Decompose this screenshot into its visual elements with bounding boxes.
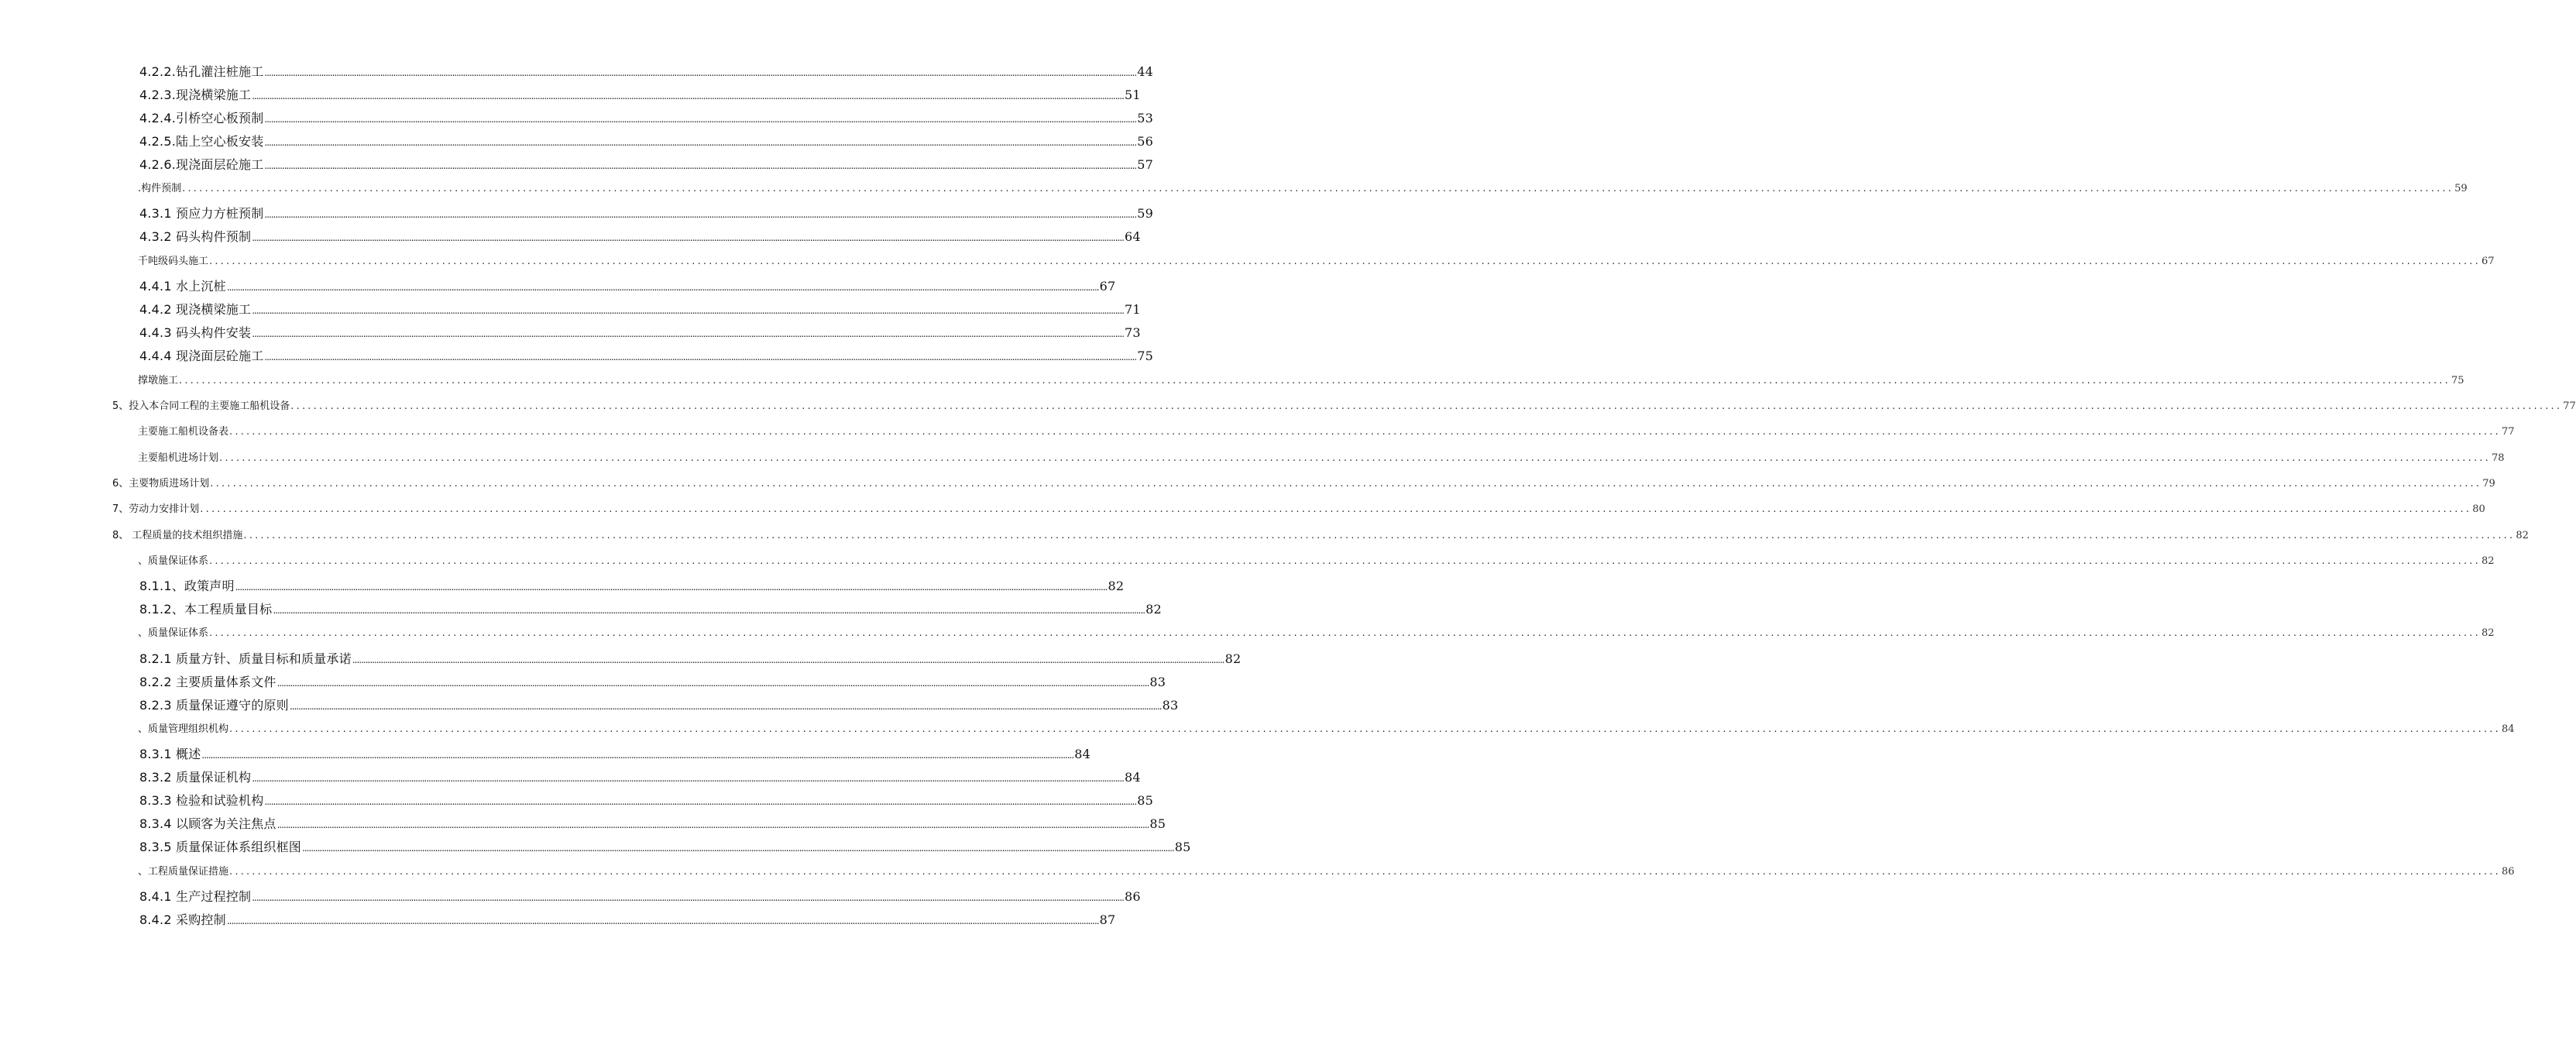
toc-entry-page: 82	[2481, 627, 2495, 639]
toc-entry[interactable]	[139, 744, 1091, 762]
toc-entry[interactable]	[139, 791, 1153, 809]
toc-entry[interactable]	[112, 500, 2485, 515]
toc-entry-page: 86	[2501, 866, 2515, 878]
toc-entry-page: 82	[1224, 651, 1242, 666]
dot-leader: ................................................................................................................................................................................................................................................................................................................................................................................................................	[226, 282, 1099, 293]
toc-entry-page: 73	[1124, 325, 1141, 340]
toc-entry-page: 77	[2563, 400, 2576, 412]
toc-entry-title: 4.2.4.引桥空心板预制	[139, 111, 264, 125]
toc-entry-page: 67	[2481, 256, 2495, 267]
toc-entry-page: 82	[1108, 579, 1125, 593]
toc-entry-page: 59	[1137, 206, 1153, 221]
toc-entry-title: 、质量保证体系	[138, 627, 209, 639]
toc-entry-page: 86	[1124, 889, 1141, 904]
dot-leader: ................................................................................................................................................................................................................................................................................................................................................................................................................	[182, 183, 2454, 194]
dot-leader: ................................................................................................................................................................................................................................................................................................................................................................................................................	[229, 866, 2501, 878]
toc-entry-page: 44	[1137, 64, 1153, 79]
dot-leader: ................................................................................................................................................................................................................................................................................................................................................................................................................	[209, 627, 2481, 639]
toc-entry-page: 82	[2481, 555, 2495, 567]
toc-entry-title: 4.3.2 码头构件预制	[139, 229, 252, 244]
toc-entry-page: 84	[1124, 770, 1141, 785]
toc-entry[interactable]	[139, 814, 1166, 832]
toc-entry-title: 、质量保证体系	[138, 555, 209, 567]
dot-leader: ................................................................................................................................................................................................................................................................................................................................................................................................................	[210, 478, 2482, 490]
toc-entry-title: 8.2.1 质量方针、质量目标和质量承诺	[139, 651, 352, 666]
toc-entry-page: 84	[2501, 723, 2515, 735]
toc-entry[interactable]	[139, 277, 1116, 294]
toc-entry-page: 83	[1149, 675, 1166, 689]
toc-entry[interactable]	[138, 180, 2468, 194]
toc-entry-title: 8.3.1 概述	[139, 747, 201, 761]
toc-entry-page: 79	[2482, 478, 2495, 490]
toc-entry-page: 57	[1137, 157, 1153, 172]
dot-leader: ................................................................................................................................................................................................................................................................................................................................................................................................................	[219, 452, 2491, 464]
toc-entry[interactable]	[139, 837, 1191, 855]
toc-entry[interactable]	[139, 696, 1179, 713]
toc-entry-title: 8.3.2 质量保证机构	[139, 770, 252, 785]
toc-entry-page: 67	[1099, 279, 1116, 294]
dot-leader: ................................................................................................................................................................................................................................................................................................................................................................................................................	[264, 137, 1137, 148]
dot-leader: ................................................................................................................................................................................................................................................................................................................................................................................................................	[252, 232, 1124, 243]
toc-entry-title: 8.1.2、本工程质量目标	[139, 602, 273, 617]
toc-entry[interactable]	[139, 600, 1162, 617]
toc-entry-page: 84	[1074, 747, 1091, 761]
dot-leader: ................................................................................................................................................................................................................................................................................................................................................................................................................	[273, 605, 1145, 616]
toc-entry-title: 4.4.2 现浇横梁施工	[139, 302, 252, 317]
toc-entry[interactable]	[112, 397, 2576, 412]
toc-entry[interactable]	[138, 372, 2464, 387]
toc-entry-page: 75	[1137, 349, 1153, 363]
toc-entry-page: 82	[1145, 602, 1162, 617]
toc-entry-title: 4.4.3 码头构件安装	[139, 325, 252, 340]
dot-leader: ................................................................................................................................................................................................................................................................................................................................................................................................................	[179, 375, 2451, 387]
toc-entry[interactable]	[139, 346, 1153, 364]
toc-entry-title: 4.3.1 预应力方桩预制	[139, 206, 264, 221]
toc-entry-title: .构件预制	[138, 183, 182, 194]
toc-entry[interactable]	[139, 155, 1153, 173]
toc-entry-title: 撑墩施工	[138, 375, 179, 387]
toc-entry-title: 5、投入本合同工程的主要施工船机设备	[112, 400, 290, 412]
toc-entry[interactable]	[138, 552, 2495, 567]
dot-leader: ................................................................................................................................................................................................................................................................................................................................................................................................................	[264, 796, 1137, 807]
toc-entry-title: 、质量管理组织机构	[138, 723, 229, 735]
dot-leader: ................................................................................................................................................................................................................................................................................................................................................................................................................	[289, 701, 1162, 712]
toc-entry[interactable]	[139, 132, 1153, 149]
toc-entry[interactable]	[139, 672, 1166, 690]
toc-entry[interactable]	[138, 423, 2515, 438]
toc-entry-title: 8.4.1 生产过程控制	[139, 889, 252, 904]
toc-entry-title: 4.2.6.现浇面层砼施工	[139, 157, 264, 172]
toc-entry[interactable]	[139, 887, 1141, 905]
toc-entry-title: 8.1.1、政策声明	[139, 579, 235, 593]
toc-entry-page: 56	[1137, 134, 1153, 149]
toc-entry[interactable]	[112, 475, 2495, 490]
dot-leader: ................................................................................................................................................................................................................................................................................................................................................................................................................	[229, 426, 2501, 438]
toc-entry-title: 8、 工程质量的技术组织措施	[112, 530, 243, 541]
toc-entry-page: 75	[2451, 375, 2464, 387]
dot-leader: ................................................................................................................................................................................................................................................................................................................................................................................................................	[209, 256, 2481, 267]
toc-entry-title: 7、劳动力安排计划	[112, 503, 200, 515]
toc-entry-page: 71	[1124, 302, 1141, 317]
toc-entry-title: 4.4.4 现浇面层砼施工	[139, 349, 264, 363]
dot-leader: ................................................................................................................................................................................................................................................................................................................................................................................................................	[252, 91, 1124, 101]
toc-entry[interactable]	[138, 253, 2495, 267]
dot-leader: ................................................................................................................................................................................................................................................................................................................................................................................................................	[235, 582, 1108, 593]
toc-entry-page: 59	[2454, 183, 2468, 194]
toc-entry[interactable]	[112, 527, 2529, 541]
toc-entry-title: 6、主要物质进场计划	[112, 478, 210, 490]
toc-entry[interactable]	[139, 576, 1125, 594]
toc-entry[interactable]	[139, 62, 1153, 80]
toc-entry[interactable]	[139, 649, 1242, 667]
dot-leader: ................................................................................................................................................................................................................................................................................................................................................................................................................	[243, 530, 2516, 541]
toc-entry-title: 、工程质量保证措施	[138, 866, 229, 878]
toc-entry-title: 主要施工船机设备表	[138, 426, 229, 438]
toc-entry-title: 8.3.4 以顾客为关注焦点	[139, 816, 276, 831]
toc-entry-page: 85	[1149, 816, 1166, 831]
toc-entry[interactable]	[138, 449, 2505, 464]
toc-entry-page: 53	[1137, 111, 1153, 125]
dot-leader: ................................................................................................................................................................................................................................................................................................................................................................................................................	[226, 916, 1099, 926]
dot-leader: ................................................................................................................................................................................................................................................................................................................................................................................................................	[264, 352, 1137, 362]
toc-entry[interactable]	[139, 323, 1141, 341]
toc-entry[interactable]	[139, 204, 1153, 222]
dot-leader: ................................................................................................................................................................................................................................................................................................................................................................................................................	[290, 400, 2563, 412]
toc-entry[interactable]	[139, 768, 1141, 785]
dot-leader: ................................................................................................................................................................................................................................................................................................................................................................................................................	[264, 209, 1137, 220]
toc-entry-page: 83	[1162, 698, 1179, 713]
toc-entry-page: 78	[2491, 452, 2505, 464]
toc-entry[interactable]	[139, 910, 1116, 928]
toc-entry-page: 85	[1174, 840, 1191, 854]
dot-leader: ................................................................................................................................................................................................................................................................................................................................................................................................................	[229, 723, 2501, 735]
dot-leader: ................................................................................................................................................................................................................................................................................................................................................................................................................	[302, 843, 1174, 854]
toc-entry-page: 51	[1124, 88, 1141, 102]
toc-entry[interactable]	[139, 108, 1153, 126]
toc-entry[interactable]	[139, 85, 1141, 103]
toc-entry-page: 64	[1124, 229, 1141, 244]
toc-entry-title: 8.3.3 检验和试验机构	[139, 793, 264, 808]
toc-entry-title: 4.2.3.现浇横梁施工	[139, 88, 252, 102]
toc-entry-title: 8.3.5 质量保证体系组织框图	[139, 840, 301, 854]
dot-leader: ................................................................................................................................................................................................................................................................................................................................................................................................................	[276, 819, 1149, 830]
toc-entry[interactable]	[139, 227, 1141, 245]
dot-leader: ................................................................................................................................................................................................................................................................................................................................................................................................................	[264, 67, 1137, 78]
toc-entry-title: 4.2.5.陆上空心板安装	[139, 134, 264, 149]
toc-entry-page: 80	[2472, 503, 2485, 515]
toc-entry-page: 85	[1137, 793, 1153, 808]
dot-leader: ................................................................................................................................................................................................................................................................................................................................................................................................................	[252, 773, 1124, 784]
toc-entry-title: 千吨级码头施工	[138, 256, 209, 267]
dot-leader: ................................................................................................................................................................................................................................................................................................................................................................................................................	[252, 328, 1124, 339]
dot-leader: ................................................................................................................................................................................................................................................................................................................................................................................................................	[252, 892, 1124, 903]
toc-entry[interactable]	[138, 624, 2495, 639]
toc-entry-title: 8.2.2 主要质量体系文件	[139, 675, 276, 689]
toc-entry[interactable]	[138, 720, 2515, 735]
toc-entry-page: 77	[2501, 426, 2515, 438]
dot-leader: ................................................................................................................................................................................................................................................................................................................................................................................................................	[201, 750, 1074, 761]
dot-leader: ................................................................................................................................................................................................................................................................................................................................................................................................................	[264, 160, 1137, 171]
toc-entry[interactable]	[138, 863, 2515, 878]
toc-entry-title: 4.4.1 水上沉桩	[139, 279, 226, 294]
toc-entry-page: 82	[2516, 530, 2529, 541]
dot-leader: ................................................................................................................................................................................................................................................................................................................................................................................................................	[276, 678, 1149, 689]
dot-leader: ................................................................................................................................................................................................................................................................................................................................................................................................................	[200, 503, 2472, 515]
toc-entry[interactable]	[139, 300, 1141, 318]
toc-entry-page: 87	[1099, 912, 1116, 927]
toc-entry-title: 主要船机进场计划	[138, 452, 219, 464]
dot-leader: ................................................................................................................................................................................................................................................................................................................................................................................................................	[209, 555, 2481, 567]
toc-entry-title: 4.2.2.钻孔灌注桩施工	[139, 64, 264, 79]
dot-leader: ................................................................................................................................................................................................................................................................................................................................................................................................................	[352, 654, 1224, 665]
toc-entry-title: 8.4.2 采购控制	[139, 912, 226, 927]
dot-leader: ................................................................................................................................................................................................................................................................................................................................................................................................................	[264, 114, 1137, 125]
dot-leader: ................................................................................................................................................................................................................................................................................................................................................................................................................	[252, 305, 1124, 316]
toc-entry-title: 8.2.3 质量保证遵守的原则	[139, 698, 289, 713]
